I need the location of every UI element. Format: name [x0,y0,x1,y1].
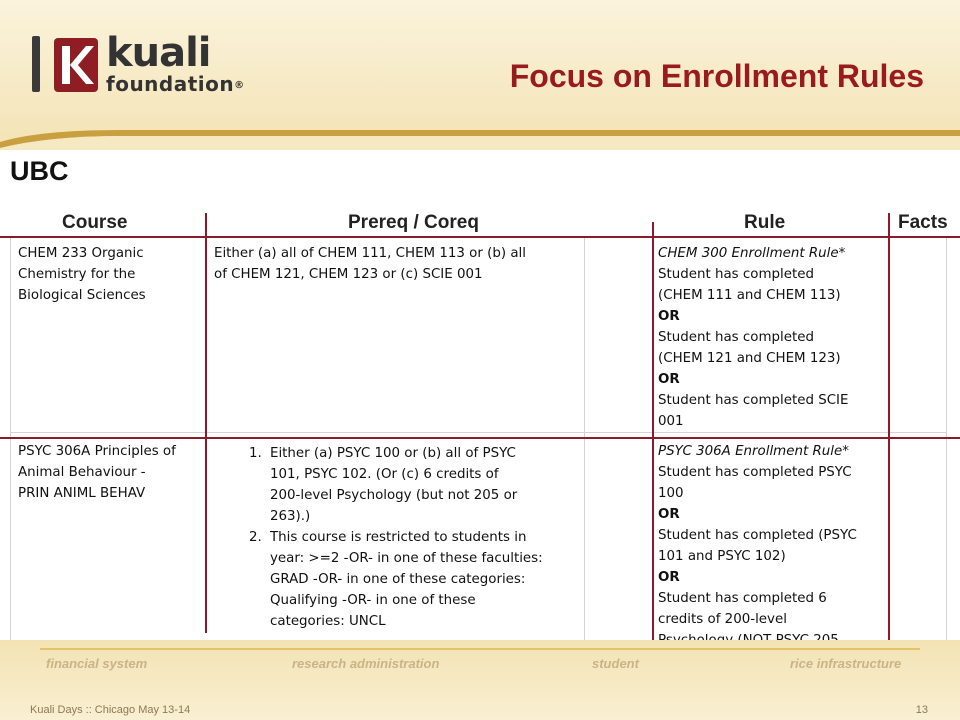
rule-line: Student has completed 6 [658,591,827,606]
prereq-line: year: >=2 -OR- in one of these faculties: [270,551,543,566]
column-header-facts: Facts [898,212,948,233]
footer-line [40,648,920,650]
prereq-cell [242,443,582,632]
rule-title: CHEM 300 Enrollment Rule* [658,246,846,261]
grid-line [584,238,585,640]
prereq-list [242,443,582,632]
course-line: PSYC 306A Principles of [18,444,176,459]
prereq-item [266,443,582,527]
rule-or: OR [658,372,680,387]
rule-or: OR [658,507,680,522]
course-line: PRIN ANIML BEHAV [18,486,146,501]
column-header-rule: Rule [744,212,786,233]
rule-or: OR [658,570,680,585]
prereq-line: 1. Either (a) PSYC 100 or (b) all of PSYC [270,446,516,461]
prereq-cell [214,243,584,285]
logo-subwordmark: foundation® [106,72,245,96]
rule-cell [658,243,886,432]
rule-or: OR [658,309,680,324]
rule-line: Student has completed SCIE [658,393,849,408]
footer-nav-student: student [592,656,639,671]
footer-nav-rice: rice infrastructure [790,656,902,671]
rule-line: 001 [658,414,684,429]
rule-cell [658,441,886,651]
footer-nav-research: research administration [292,656,440,671]
header-stripe [0,128,960,150]
grid-line [946,238,947,640]
rule-line: Student has completed [658,330,814,345]
course-line: CHEM 233 Organic [18,246,144,261]
prereq-line: 200-level Psychology (but not 205 or [270,488,518,503]
grid-line [10,432,946,433]
column-divider [205,213,207,633]
prereq-item [266,527,582,632]
prereq-line: categories: UNCL [270,614,386,629]
page-number: 13 [915,704,928,716]
header-divider [0,236,960,238]
course-line: Animal Behaviour - [18,465,146,480]
rule-title: PSYC 306A Enrollment Rule* [658,444,849,459]
footer-band [0,640,960,720]
column-divider [888,213,890,640]
rule-line: (CHEM 121 and CHEM 123) [658,351,841,366]
footer-nav-financial: financial system [46,656,148,671]
column-header-course: Course [62,212,128,233]
prereq-line: 263).) [270,509,311,524]
rule-line: Student has completed (PSYC [658,528,857,543]
prereq-line: GRAD -OR- in one of these categories: [270,572,526,587]
rule-line: Student has completed PSYC [658,465,852,480]
footer-credit: Kuali Days :: Chicago May 13-14 [30,704,191,716]
logo-k-icon [54,38,98,92]
prereq-line: of CHEM 121, CHEM 123 or (c) SCIE 001 [214,267,483,282]
header-band [0,0,960,150]
rule-line: Student has completed [658,267,814,282]
prereq-line: 2. This course is restricted to students in [270,530,527,545]
org-label: UBC [10,156,69,186]
rule-line: credits of 200-level [658,612,787,627]
rule-line: (CHEM 111 and CHEM 113) [658,288,841,303]
logo-bracket [32,36,40,92]
rule-line: 101 and PSYC 102) [658,549,786,564]
grid-line [10,238,11,640]
course-line: Biological Sciences [18,288,146,303]
row-divider [0,437,960,439]
prereq-line: Either (a) all of CHEM 111, CHEM 113 or (b) all [214,246,526,261]
course-cell [18,243,198,306]
kuali-logo [28,28,278,100]
enrollment-table [0,238,960,640]
course-line: Chemistry for the [18,267,136,282]
column-header-prereq: Prereq / Coreq [348,212,479,233]
rule-line: 100 [658,486,684,501]
slide-title: Focus on Enrollment Rules [509,58,924,94]
column-divider [652,222,654,640]
prereq-line: Qualifying -OR- in one of these [270,593,476,608]
prereq-line: 101, PSYC 102. (Or (c) 6 credits of [270,467,499,482]
logo-wordmark: kuali [106,30,211,76]
course-cell [18,441,204,504]
